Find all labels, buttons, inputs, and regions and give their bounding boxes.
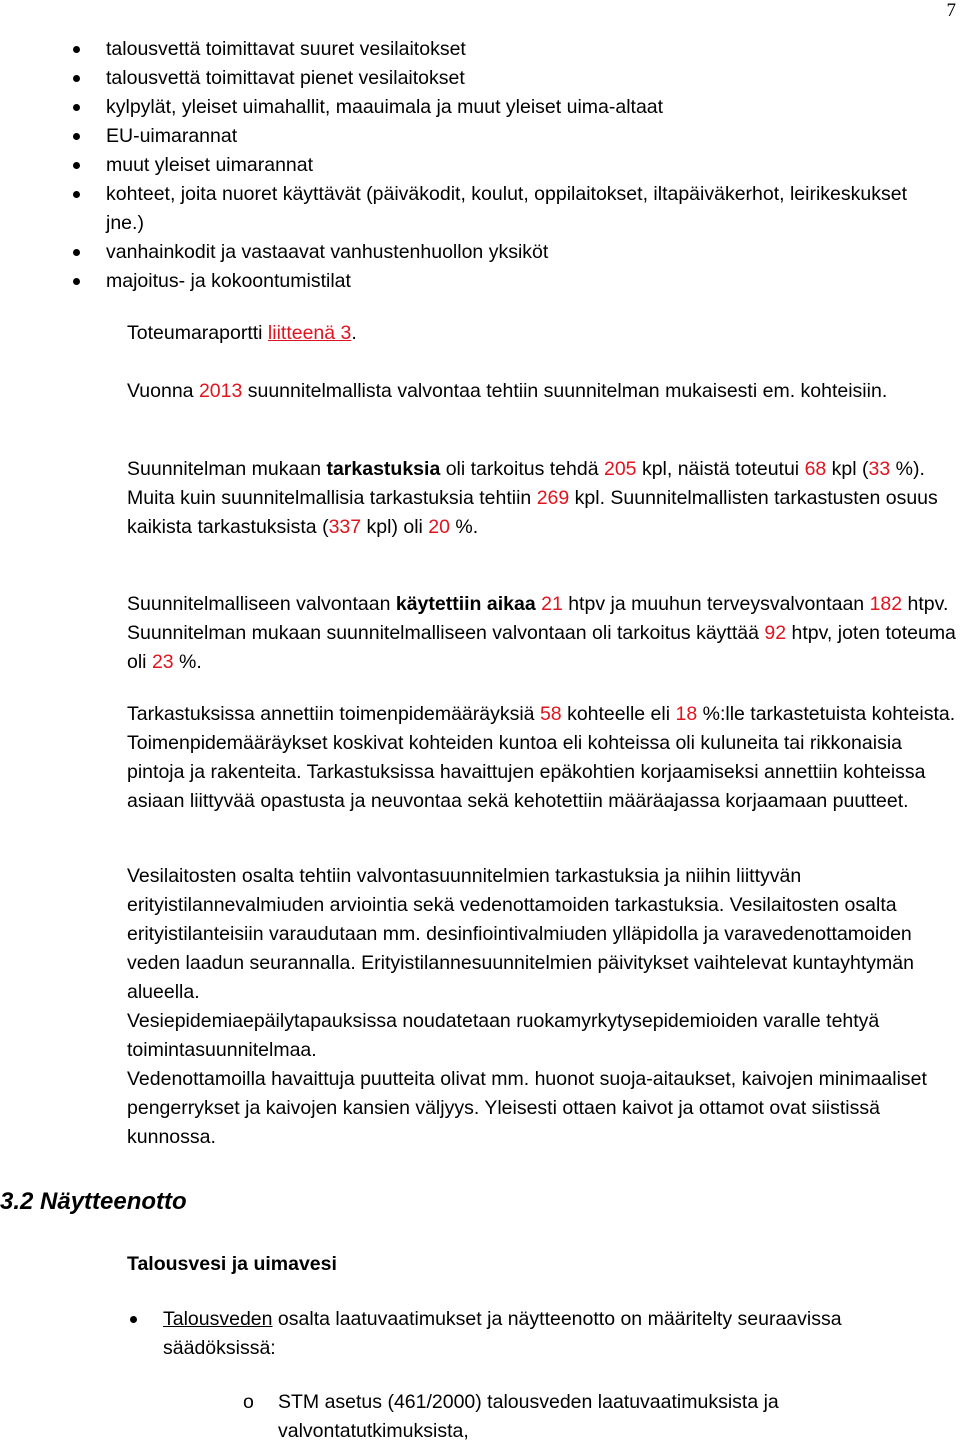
target-list <box>106 35 927 296</box>
list-item <box>0 267 927 296</box>
paragraph-time-used: Suunnitelmalliseen valvontaan käytettiin aikaa 21 htpv ja muuhun terveysvalvontaan 182 htpv. Suunnitelman mukaan suunnitelmalliseen valvontaan oli tarkoitus käyttää 92 htpv, joten toteuma oli 23 %. <box>127 593 956 673</box>
list-item-text: talousvettä toimittavat pienet vesilaitokset <box>106 67 465 89</box>
list-item <box>243 1388 943 1446</box>
report-reference: Toteumaraportti liitteenä 3. <box>127 322 357 344</box>
waterworks-text-1: Vesilaitosten osalta tehtiin valvontasuunnitelmien tarkastuksia ja niihin liittyvän erityistilannevalmiuden arviointia sekä vedenottamoiden tarkastuksia. Vesilaitosten osalta erityistilanteisiin varaudutaan mm. desinfiointivalmiuden ylläpidolla ja varavedenottamoiden veden laadun seurannalla. Erityistilannesuunnitelmien päivitykset vaihtelevat kuntayhtymän alueella. <box>127 865 914 1003</box>
list-item-text: vanhainkodit ja vastaavat vanhustenhuollon yksiköt <box>106 241 549 263</box>
list-item <box>0 151 927 180</box>
bullet-icon <box>130 1316 137 1323</box>
paragraph-2013: Vuonna 2013 suunnitelmallista valvontaa tehtiin suunnitelman mukaisesti em. kohteisiin. <box>127 380 888 402</box>
drinking-water-link[interactable]: Talousveden <box>163 1308 273 1330</box>
list-item: Talousveden osalta laatuvaatimukset ja näytteenotto on määritelty seuraavissa säädöksissä: <box>127 1305 957 1363</box>
waterworks-text-3: Vedenottamoilla havaittuja puutteita olivat mm. huonot suoja-aitaukset, kaivojen minimaaliset pengerrykset ja kaivojen kansien väljyys. Yleisesti ottaen kaivot ja ottamot ovat siistissä kunnossa. <box>127 1068 927 1148</box>
list-item <box>0 35 927 64</box>
list-item-text: EU-uimarannat <box>106 125 238 147</box>
list-item-text: kohteet, joita nuoret käyttävät (päiväkodit, koulut, oppilaitokset, iltapäiväkerhot, leirikeskukset jne.) <box>106 183 908 234</box>
list-item-text: muut yleiset uimarannat <box>106 154 314 176</box>
waterworks-text-2: Vesiepidemiaepäilytapauksissa noudatetaan ruokamyrkytysepidemioiden varalle tehtyä toimintasuunnitelmaa. <box>127 1010 880 1061</box>
list-item <box>0 180 927 238</box>
list-item-text: majoitus- ja kokoontumistilat <box>106 270 351 292</box>
paragraph-orders: Tarkastuksissa annettiin toimenpidemääräyksiä 58 kohteelle eli 18 %:lle tarkastetuista kohteista. Toimenpidemääräykset koskivat kohteiden kuntoa eli kohteissa oli kuluneita tai rikkonaisia pintoja ja rakenteita. Tarkastuksissa havaittujen epäkohtien korjaamiseksi annettiin kohteissa asiaan liittyvää opastusta ja neuvontaa sekä kehotettiin määräajassa korjaamaan puutteet. <box>127 703 956 812</box>
list-item <box>0 64 927 93</box>
subheading: Talousvesi ja uimavesi <box>127 1253 337 1275</box>
paragraph-waterworks <box>127 862 957 1152</box>
page-number: 7 <box>946 0 956 21</box>
regulation-text: STM asetus (461/2000) talousveden laatuvaatimuksista ja valvontatutkimuksista, <box>278 1391 779 1442</box>
paragraph-inspections: Suunnitelman mukaan tarkastuksia oli tarkoitus tehdä 205 kpl, näistä toteutui 68 kpl (33 %). Muita kuin suunnitelmallisia tarkastuksia tehtiin 269 kpl. Suunnitelmallisten tarkastusten osuus kaikista tarkastuksista (337 kpl) oli 20 %. <box>127 458 938 538</box>
appendix-link[interactable]: liitteenä 3 <box>267 322 352 344</box>
list-item-text: kylpylät, yleiset uimahallit, maauimala ja muut yleiset uima-altaat <box>106 96 664 118</box>
circle-bullet-icon: o <box>243 1391 254 1413</box>
section-heading: 3.2 Näytteenotto <box>0 1188 187 1215</box>
list-item-text: talousvettä toimittavat suuret vesilaitokset <box>106 38 466 60</box>
list-item <box>0 238 927 267</box>
list-item <box>0 122 927 151</box>
list-item <box>0 93 927 122</box>
